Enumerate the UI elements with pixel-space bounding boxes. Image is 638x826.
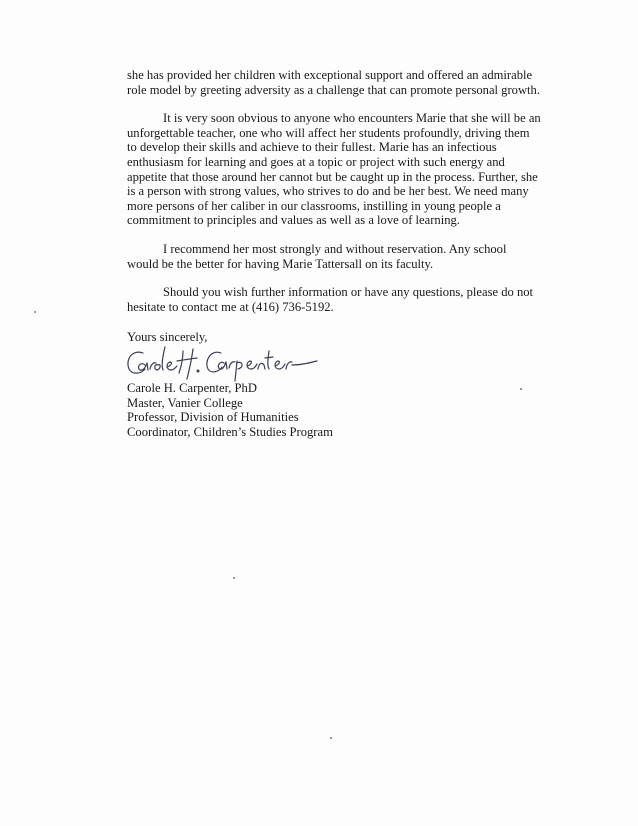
paragraph-1-line: she has provided her children with exceptional support and offered an admirable [127, 68, 533, 82]
paragraph-2-line: appetite that those around her cannot but be caught up in the process. Further, she [127, 169, 538, 184]
scan-speck [233, 577, 235, 579]
paragraph-4-line: Should you wish further information or have any questions, please do not [163, 285, 534, 300]
paragraph-2-line: commitment to principles and values as well as a love of learning. [127, 213, 460, 228]
paragraph-1 [127, 68, 567, 97]
signer-title: Master, Vanier College [127, 395, 243, 410]
paragraph-2-line: unforgettable teacher, one who will affect her students profoundly, driving them [127, 125, 530, 140]
signer-title: Coordinator, Children’s Studies Program [127, 424, 333, 439]
paragraph-4-line: hesitate to contact me at (416) 736-5192. [127, 299, 334, 314]
handwritten-signature [127, 345, 567, 381]
paragraph-3 [127, 242, 567, 271]
paragraph-2-line: is a person with strong values, who strives to do and be her best. We need many [127, 184, 529, 199]
letter-body [127, 68, 567, 439]
paragraph-3-line: would be the better for having Marie Tattersall on its faculty. [127, 256, 434, 271]
paragraph-2-line: enthusiasm for learning and goes at a topic or project with such energy and [127, 154, 505, 169]
paragraph-2-line: It is very soon obvious to anyone who encounters Marie that she will be an [163, 111, 541, 126]
scan-speck [34, 311, 36, 313]
scan-speck [330, 737, 332, 739]
scan-speck [520, 388, 522, 390]
paragraph-1-line: role model by greeting adversity as a challenge that can promote personal growth. [127, 82, 541, 97]
signer-name: Carole H. Carpenter, PhD [127, 380, 257, 395]
paragraph-2-line: more persons of her caliber in our classrooms, instilling in young people a [127, 198, 501, 213]
signer-details [127, 381, 567, 439]
signer-title: Professor, Division of Humanities [127, 410, 299, 425]
paragraph-2-line: to develop their skills and achieve to their fullest. Marie has an infectious [127, 140, 497, 155]
paragraph-4 [127, 285, 567, 314]
paragraph-2 [127, 111, 567, 228]
closing-salutation: Yours sincerely, [127, 330, 208, 345]
signature-image [121, 341, 381, 385]
paragraph-3-line: I recommend her most strongly and without reservation. Any school [163, 241, 507, 256]
